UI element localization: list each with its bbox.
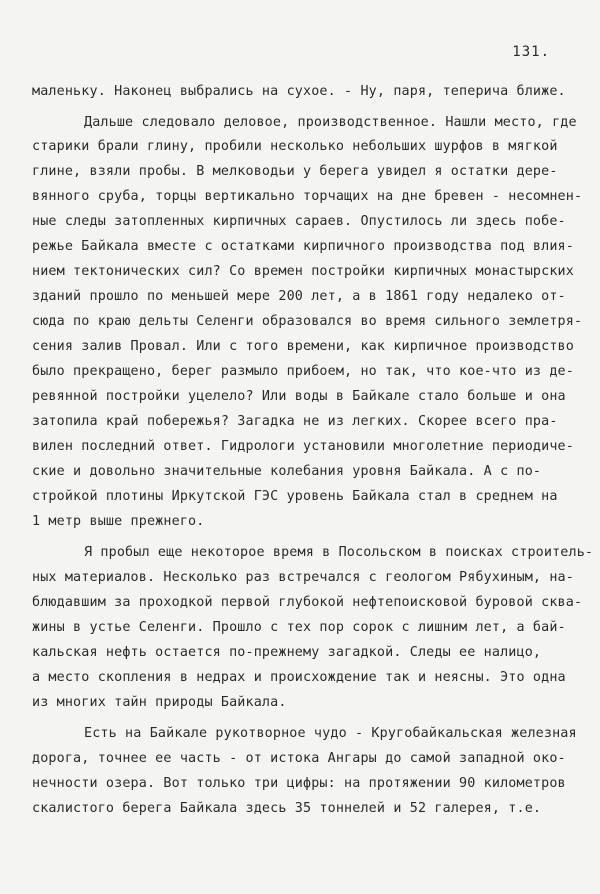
text-line: скалистого берега Байкала здесь 35 тоннелей и 52 галерея, т.е. — [32, 801, 542, 816]
text-line: жины в устье Селенги. Прошло с тех пор сорок с лишним лет, а бай- — [32, 620, 566, 635]
text-line: затопила край побережья? Загадка не из легких. Скорее всего пра- — [32, 414, 558, 429]
text-line: ных материалов. Несколько раз встречался с геологом Рябухиным, на- — [32, 570, 574, 585]
text-line: нечности озера. Вот только три цифры: на протяжении 90 километров — [32, 776, 566, 791]
text-line: сюда по краю дельты Селенги образовался во время сильного землетря- — [32, 314, 583, 329]
text-line: маленьку. Наконец выбрались на сухое. - Ну, паря, теперича ближе. — [32, 84, 566, 99]
text-line: режье Байкала вместе с остатками кирпичного производства под влия- — [32, 239, 574, 254]
text-line: ные следы затопленных кирпичных сараев. Опустилось ли здесь побе- — [32, 214, 566, 229]
text-line: нием тектонических сил? Со времен постройки кирпичных монастырских — [32, 264, 574, 279]
text-line: Есть на Байкале рукотворное чудо - Кругобайкальская железная — [84, 726, 577, 741]
text-line: ские и довольно значительные колебания уровня Байкала. А с по- — [32, 464, 542, 479]
text-line: Дальше следовало деловое, производственное. Нашли место, где — [84, 115, 577, 130]
text-line: старики брали глину, пробили несколько небольших шурфов в мягкой — [32, 139, 558, 154]
text-line: глине, взяли пробы. В мелководьи у берега увидел я остатки дере- — [32, 164, 558, 179]
text-line: Я пробыл еще некоторое время в Посольском в поисках строитель- — [84, 545, 594, 560]
text-line: блюдавшим за проходкой первой глубокой нефтепоисковой буровой сква- — [32, 595, 583, 610]
text-line: стройкой плотины Иркутской ГЭС уровень Байкала стал в среднем на — [32, 489, 558, 504]
text-line: кальская нефть остается по-прежнему загадкой. Следы ее налицо, — [32, 645, 542, 660]
text-line: сения залив Провал. Или с того времени, как кирпичное производство — [32, 339, 574, 354]
text-line: ревянной постройки уцелело? Или воды в Байкале стало больше и она — [32, 389, 566, 404]
text-line: вилен последний ответ. Гидрологи установили многолетние периодиче- — [32, 439, 574, 454]
text-line: дорога, точнее ее часть - от истока Ангары до самой западной око- — [32, 751, 566, 766]
text-line: было прекращено, берег размыло прибоем, но так, что кое-что из де- — [32, 364, 574, 379]
text-line: зданий прошло по меньшей мере 200 лет, а в 1861 году недалеко от- — [32, 289, 566, 304]
text-line: а место скопления в недрах и происхождение так и неясны. Это одна — [32, 670, 566, 685]
page-number: 131. — [512, 44, 550, 60]
text-line: из многих тайн природы Байкала. — [32, 695, 287, 710]
text-line: вянного сруба, торцы вертикально торчащих на дне бревен - несомнен- — [32, 189, 583, 204]
text-line: 1 метр выше прежнего. — [32, 514, 205, 529]
